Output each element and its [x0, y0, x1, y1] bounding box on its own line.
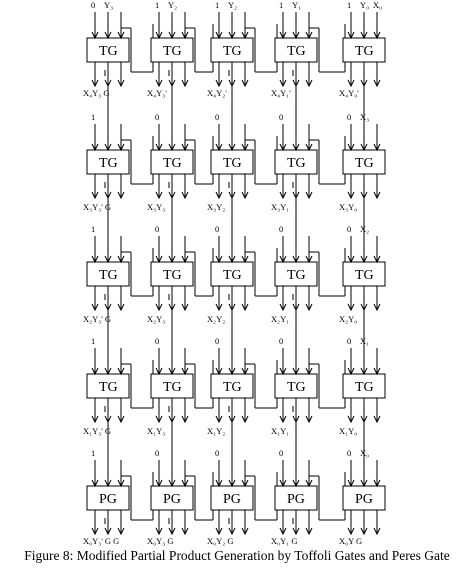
output-label: X₃Y₁ [271, 202, 290, 212]
input-label: 0 [91, 0, 96, 10]
input-label: 1 [91, 336, 96, 346]
input-label: 0 [215, 224, 220, 234]
gate-label: TG [99, 380, 118, 395]
input-label: 0 [347, 112, 352, 122]
gate-label: TG [99, 44, 118, 59]
input-label: Y₀ [360, 0, 370, 10]
gate-label: TG [223, 44, 242, 59]
output-label: X₀Y G [339, 536, 363, 546]
gate-label: PG [223, 492, 241, 507]
input-label: Y₃ [104, 0, 114, 10]
input-label: 0 [347, 224, 352, 234]
input-label: X₁ [360, 336, 370, 346]
gate-label: TG [287, 44, 306, 59]
input-label: Y₂ [168, 0, 178, 10]
output-label: X₁Y₃' G [83, 426, 111, 436]
input-label: 1 [279, 0, 284, 10]
input-label: 0 [155, 112, 160, 122]
input-label: 0 [155, 336, 160, 346]
input-label: 1 [91, 224, 96, 234]
gate-label: PG [355, 492, 373, 507]
input-label: 1 [347, 0, 352, 10]
output-label: X₀Y₂ G [207, 536, 234, 546]
output-label: X₄Y₁' [271, 88, 291, 98]
output-label: X₁Y₃ [147, 426, 166, 436]
output-label: X₀Y₃ G [147, 536, 174, 546]
input-label: X₀ [373, 0, 383, 10]
gate-label: PG [99, 492, 117, 507]
gate-label: TG [287, 156, 306, 171]
input-label: 1 [91, 112, 96, 122]
output-label: X₂Y₂ [207, 314, 226, 324]
gate-label: TG [163, 156, 182, 171]
input-label: 0 [155, 448, 160, 458]
input-label: 0 [215, 336, 220, 346]
gate-label: TG [223, 380, 242, 395]
input-label: 1 [91, 448, 96, 458]
gate-label: TG [223, 268, 242, 283]
gate-label: TG [223, 156, 242, 171]
input-label: 0 [347, 336, 352, 346]
output-label: X₂Y₃' G [83, 314, 111, 324]
figure-caption: Figure 8: Modified Partial Product Generation by Toffoli Gates and Peres Gate [24, 548, 450, 563]
output-label: X₃Y₂ [207, 202, 226, 212]
input-label: 0 [279, 112, 284, 122]
input-label: 0 [215, 112, 220, 122]
output-label: X₄Y₀' [339, 88, 359, 98]
input-label: 0 [155, 224, 160, 234]
output-label: X₂Y₃ [147, 314, 166, 324]
input-label: X₃ [360, 112, 370, 122]
gate-label: TG [163, 380, 182, 395]
input-label: 1 [155, 0, 160, 10]
output-label: X₄Y₂' [207, 88, 227, 98]
gate-label: TG [355, 156, 374, 171]
output-label: X₄Y₃' [147, 88, 167, 98]
input-label: 0 [279, 448, 284, 458]
gate-label: TG [163, 44, 182, 59]
output-label: X₃Y₃' G [83, 202, 111, 212]
output-label: X₀Y₃' G G [83, 536, 120, 546]
input-label: 0 [279, 224, 284, 234]
input-label: 0 [279, 336, 284, 346]
output-label: X₄Y₃ G [83, 88, 110, 98]
output-label: X₁Y₀ [339, 426, 358, 436]
input-label: Y₁ [292, 0, 302, 10]
output-label: X₁Y₁ [271, 426, 290, 436]
input-label: 0 [347, 448, 352, 458]
input-label: 1 [215, 0, 220, 10]
output-label: X₂Y₁ [271, 314, 290, 324]
gate-label: TG [355, 380, 374, 395]
output-label: X₃Y₀ [339, 202, 358, 212]
gate-label: TG [355, 268, 374, 283]
output-label: X₃Y₃ [147, 202, 166, 212]
gate-label: TG [287, 268, 306, 283]
gate-label: TG [99, 156, 118, 171]
gate-label: TG [99, 268, 118, 283]
gate-label: TG [287, 380, 306, 395]
input-label: 0 [215, 448, 220, 458]
output-label: X₀Y₁ G [271, 536, 298, 546]
gate-label: PG [163, 492, 181, 507]
gate-label: TG [163, 268, 182, 283]
output-label: X₂Y₀ [339, 314, 358, 324]
gate-label: TG [355, 44, 374, 59]
input-label: X₂ [360, 224, 370, 234]
output-label: X₁Y₂ [207, 426, 226, 436]
input-label: Y₂ [228, 0, 238, 10]
input-label: X₀ [360, 448, 370, 458]
gate-label: PG [287, 492, 305, 507]
